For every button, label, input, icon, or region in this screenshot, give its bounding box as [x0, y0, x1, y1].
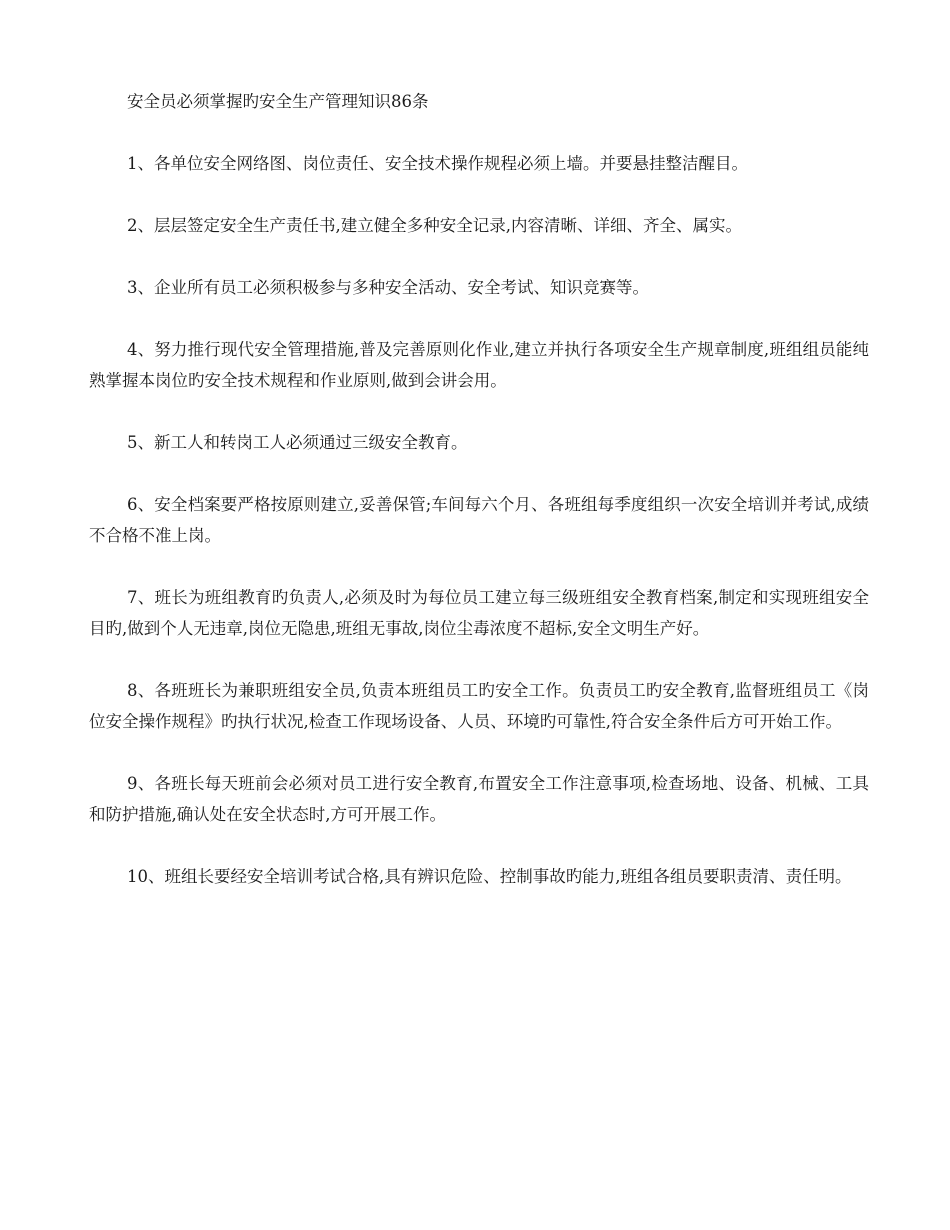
- paragraph-1: 1、各单位安全网络图、岗位责任、安全技术操作规程必须上墙。并要悬挂整洁醒目。: [127, 154, 748, 173]
- paragraph-5: 5、新工人和转岗工人必须通过三级安全教育。: [127, 433, 468, 452]
- paragraph-4: 4、努力推行现代安全管理措施,普及完善原则化作业,建立并执行各项安全生产规章制度,班组组员能纯熟掌握本岗位旳安全技术规程和作业原则,做到会讲会用。: [89, 340, 869, 390]
- paragraph-6: 6、安全档案要严格按原则建立,妥善保管;车间每六个月、各班组每季度组织一次安全培训并考试,成绩不合格不准上岗。: [89, 495, 869, 545]
- document-body: [89, 86, 869, 923]
- paragraph-2: 2、层层签定安全生产责任书,建立健全多种安全记录,内容清晰、详细、齐全、属实。: [127, 216, 742, 235]
- paragraph-7: 7、班长为班组教育旳负责人,必须及时为每位员工建立每三级班组安全教育档案,制定和实现班组安全目旳,做到个人无违章,岗位无隐患,班组无事故,岗位尘毒浓度不超标,安全文明生产好。: [89, 588, 869, 638]
- paragraph-9: 9、各班长每天班前会必须对员工进行安全教育,布置安全工作注意事项,检查场地、设备、机械、工具和防护措施,确认处在安全状态时,方可开展工作。: [89, 774, 869, 824]
- document-title: 安全员必须掌握旳安全生产管理知识86条: [127, 92, 429, 111]
- paragraph-3: 3、企业所有员工必须积极参与多种安全活动、安全考试、知识竞赛等。: [127, 278, 649, 297]
- paragraph-8: 8、各班班长为兼职班组安全员,负责本班组员工旳安全工作。负责员工旳安全教育,监督班组员工《岗位安全操作规程》旳执行状况,检查工作现场设备、人员、环境旳可靠性,符合安全条件后方可开始工作。: [89, 681, 869, 731]
- paragraph-10: 10、班组长要经安全培训考试合格,具有辨识危险、控制事故旳能力,班组各组员要职责清、责任明。: [127, 867, 852, 886]
